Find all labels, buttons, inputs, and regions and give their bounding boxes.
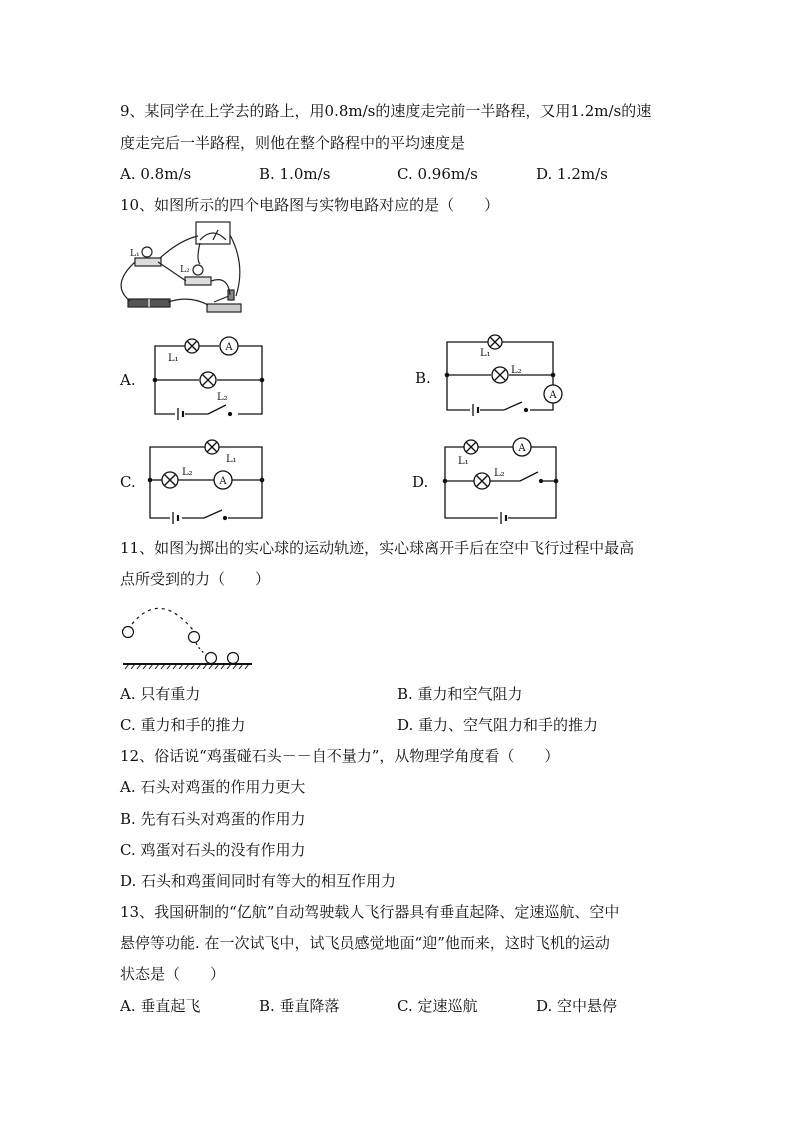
q9-option-d: D. 1.2m/s — [536, 165, 608, 183]
circuit-c-l1-label: L₁ — [226, 454, 237, 465]
q9-stem-line1: 9、某同学在上学去的路上，用0.8m/s的速度走完前一半路程，又用1.2m/s的速 — [120, 102, 652, 120]
q9-option-b: B. 1.0m/s — [259, 165, 331, 183]
q9-option-c: C. 0.96m/s — [397, 165, 478, 183]
q12-stem: 12、俗话说“鸡蛋碰石头－－自不量力”，从物理学角度看（ ） — [120, 747, 560, 765]
physical-l2-label: L₂ — [180, 265, 190, 275]
q10-option-c-letter: C. — [120, 473, 136, 491]
q10-stem: 10、如图所示的四个电路图与实物电路对应的是（ ） — [120, 196, 500, 214]
q10-option-d-letter: D. — [412, 473, 429, 491]
q11-option-b: B. 重力和空气阻力 — [397, 685, 523, 703]
circuit-d-l1-label: L₁ — [458, 456, 469, 467]
q9-stem-line2: 度走完后一半路程，则他在整个路程中的平均速度是 — [120, 134, 466, 152]
q10-option-b-letter: B. — [415, 369, 431, 387]
q13-stem-line3: 状态是（ ） — [120, 965, 226, 983]
q13-option-a: A. 垂直起飞 — [120, 997, 201, 1015]
q13-option-d: D. 空中悬停 — [536, 997, 618, 1015]
q13-option-b: B. 垂直降落 — [259, 997, 340, 1015]
q12-option-c: C. 鸡蛋对石头的没有作用力 — [120, 841, 306, 859]
physical-l1-label: L₁ — [130, 249, 140, 259]
circuit-d-l2-label: L₂ — [494, 468, 505, 479]
circuit-b-ammeter-label: A — [549, 390, 557, 401]
q12-option-b: B. 先有石头对鸡蛋的作用力 — [120, 810, 306, 828]
circuit-a-ammeter-label: A — [225, 342, 233, 353]
q9-option-a: A. 0.8m/s — [120, 165, 192, 183]
q11-option-d: D. 重力、空气阻力和手的推力 — [397, 716, 599, 734]
circuit-d-ammeter-label: A — [518, 443, 526, 454]
circuit-b-l2-label: L₂ — [511, 365, 522, 376]
q11-option-c: C. 重力和手的推力 — [120, 716, 246, 734]
q12-option-d: D. 石头和鸡蛋间同时有等大的相互作用力 — [120, 872, 397, 890]
q13-stem-line2: 悬停等功能. 在一次试飞中，试飞员感觉地面“迎”他而来，这时飞机的运动 — [120, 934, 610, 952]
q13-option-c: C. 定速巡航 — [397, 997, 478, 1015]
q11-stem-line2: 点所受到的力（ ） — [120, 570, 271, 588]
q10-option-a-letter: A. — [120, 371, 136, 389]
q11-option-a: A. 只有重力 — [120, 685, 201, 703]
circuit-b-l1-label: L₁ — [480, 348, 491, 359]
circuit-c-ammeter-label: A — [219, 476, 227, 487]
q12-option-a: A. 石头对鸡蛋的作用力更大 — [120, 778, 306, 796]
circuit-c-l2-label: L₂ — [182, 467, 193, 478]
q13-stem-line1: 13、我国研制的“亿航”自动驾驶载人飞行器具有垂直起降、定速巡航、空中 — [120, 903, 620, 921]
circuit-a-l2-label: L₂ — [217, 392, 228, 403]
q11-stem-line1: 11、如图为掷出的实心球的运动轨迹，实心球离开手后在空中飞行过程中最高 — [120, 539, 635, 557]
circuit-a-l1-label: L₁ — [168, 353, 179, 364]
